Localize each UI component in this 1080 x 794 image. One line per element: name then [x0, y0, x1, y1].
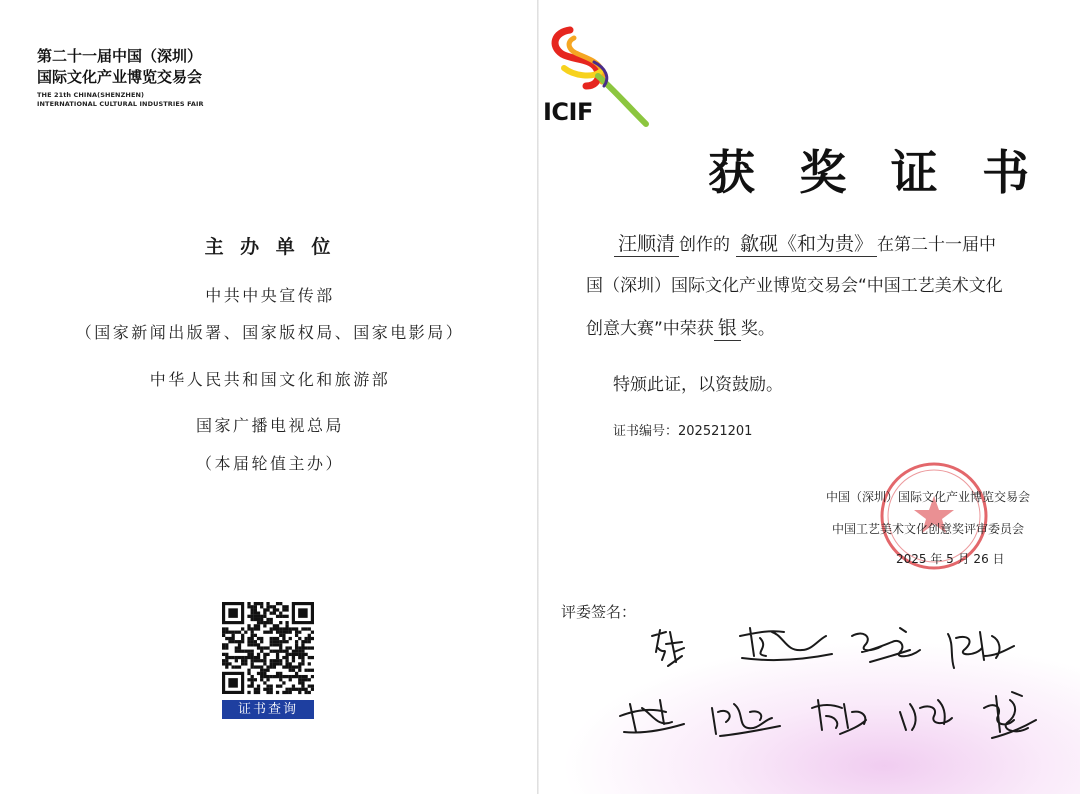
fair-name-zh: 第二十一届中国（深圳） 国际文化产业博览交易会: [37, 47, 203, 86]
judges-signature-label: 评委签名：: [561, 603, 637, 621]
certificate-number: 证书编号：202521201: [613, 424, 753, 439]
qr-query-label[interactable]: 证书查询: [222, 700, 314, 719]
issuer-committee: 中国工艺美术文化创意奖评审委员会: [832, 522, 1025, 536]
organizer-line: 国家广播电视总局: [195, 416, 344, 435]
signature: [740, 628, 832, 660]
awardee-name: 汪顺清: [614, 232, 679, 257]
award-text-line1: 汪顺清 创作的 歙砚《和为贵》 在第二十一届中: [586, 232, 996, 257]
organizer-line: （本届轮值主办）: [195, 454, 344, 473]
organizer-line: （国家新闻出版署、国家版权局、国家电影局）: [75, 323, 465, 342]
judge-signatures: [600, 608, 1060, 768]
signature: [852, 628, 920, 662]
award-text-line2: 国（深圳）国际文化产业博览交易会“中国工艺美术文化: [586, 276, 1003, 296]
signature: [984, 692, 1036, 738]
issue-date: 2025 年 5 月 26 日: [896, 552, 1005, 566]
qr-code-icon[interactable]: [222, 602, 314, 696]
encourage-text: 特颁此证，以资鼓励。: [613, 375, 783, 395]
award-text-line3: 创意大赛”中荣获 银 奖。: [586, 317, 775, 339]
signature: [620, 700, 684, 733]
organizers-title: 主 办 单 位: [204, 236, 336, 258]
organizer-line: 中华人民共和国文化和旅游部: [149, 370, 391, 389]
fair-name-en: THE 21th CHINA(SHENZHEN) INTERNATIONAL CULTURAL INDUSTRIES FAIR: [37, 91, 204, 108]
issuer-fair: 中国（深圳）国际文化产业博览交易会: [826, 490, 1031, 504]
award-level: 银: [714, 316, 741, 341]
work-title: 歙砚《和为贵》: [736, 232, 877, 257]
logo-text: ICIF: [543, 98, 593, 126]
signature: [712, 704, 780, 736]
organizer-line: 中共中央宣传部: [205, 286, 335, 305]
signature: [812, 700, 866, 734]
signature: [900, 700, 952, 730]
fold-line: [537, 0, 539, 794]
certificate-title: 获 奖 证 书: [708, 146, 1044, 201]
signature: [948, 632, 1014, 668]
signature: [652, 630, 684, 666]
